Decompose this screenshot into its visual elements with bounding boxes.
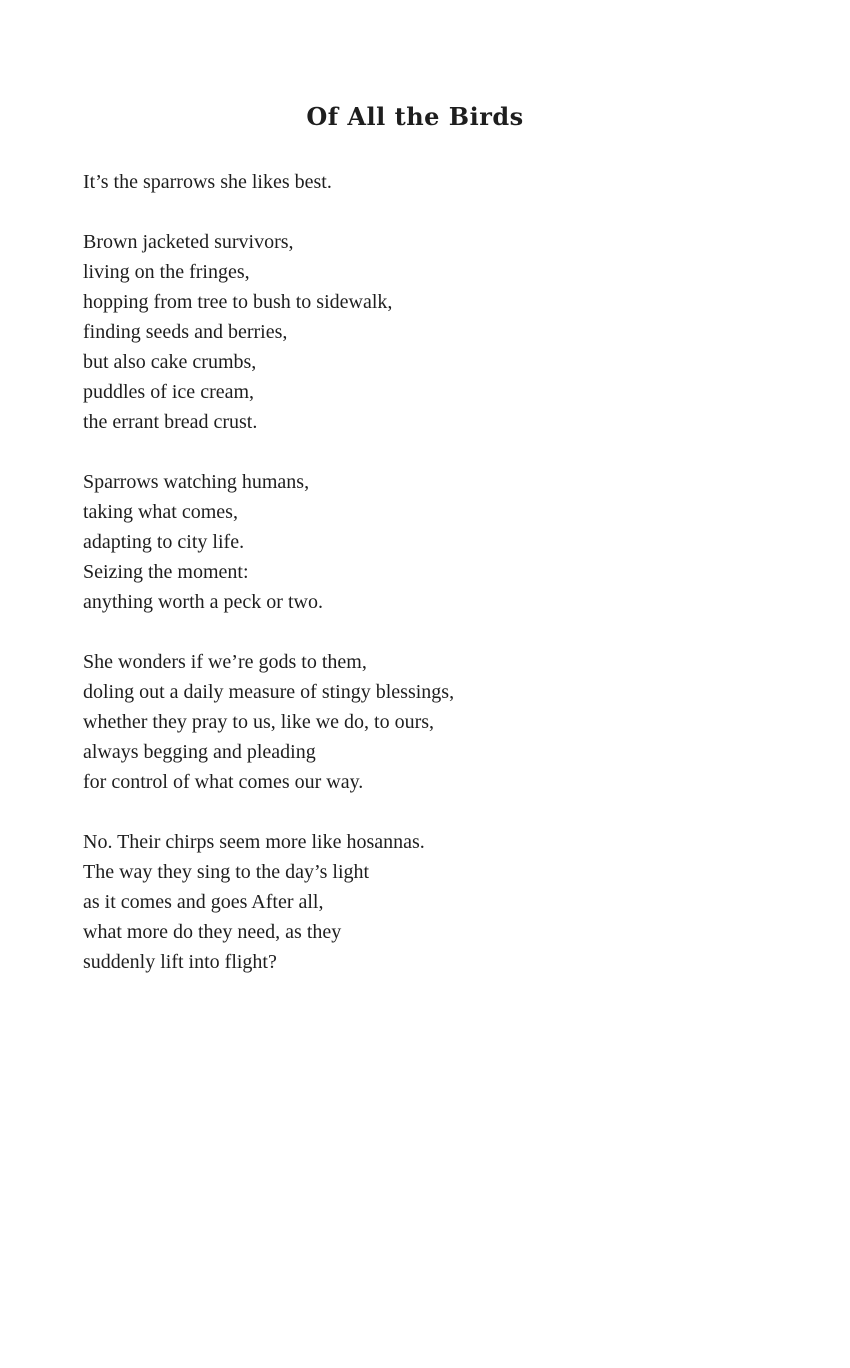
poem-line: taking what comes,: [83, 501, 238, 523]
poem-line: Sparrows watching humans,: [83, 471, 310, 493]
poem-line: It’s the sparrows she likes best.: [83, 171, 332, 193]
poem-line: Seizing the moment:: [83, 561, 249, 583]
poem-line: whether they pray to us, like we do, to ours,: [83, 711, 435, 733]
stanza-5: [83, 827, 803, 977]
poem-line: living on the fringes,: [83, 261, 250, 283]
poem-line: She wonders if we’re gods to them,: [83, 651, 367, 673]
poem-line: always begging and pleading: [83, 741, 316, 763]
poem-line: what more do they need, as they: [83, 921, 342, 943]
poem-line: as it comes and goes After all,: [83, 891, 324, 913]
poem-line: adapting to city life.: [83, 531, 245, 553]
poem-line: hopping from tree to bush to sidewalk,: [83, 291, 393, 313]
poem-line: doling out a daily measure of stingy blessings,: [83, 681, 455, 703]
poem-title: Of All the Birds: [306, 102, 524, 131]
stanza-4: [83, 647, 803, 797]
poem-line: puddles of ice cream,: [83, 381, 255, 403]
poem-line: anything worth a peck or two.: [83, 591, 323, 613]
poem-line: the errant bread crust.: [83, 411, 258, 433]
stanza-2: [83, 227, 803, 437]
poem-line: No. Their chirps seem more like hosannas.: [83, 831, 425, 853]
poem-line: but also cake crumbs,: [83, 351, 257, 373]
poem-line: suddenly lift into flight?: [83, 951, 277, 973]
poem-line: Brown jacketed survivors,: [83, 231, 294, 253]
stanza-3: [83, 467, 803, 617]
poem-line: finding seeds and berries,: [83, 321, 288, 343]
poem-line: The way they sing to the day’s light: [83, 861, 370, 883]
stanza-1: [83, 167, 803, 197]
poem-body: [83, 167, 803, 1007]
poem-line: for control of what comes our way.: [83, 771, 364, 793]
